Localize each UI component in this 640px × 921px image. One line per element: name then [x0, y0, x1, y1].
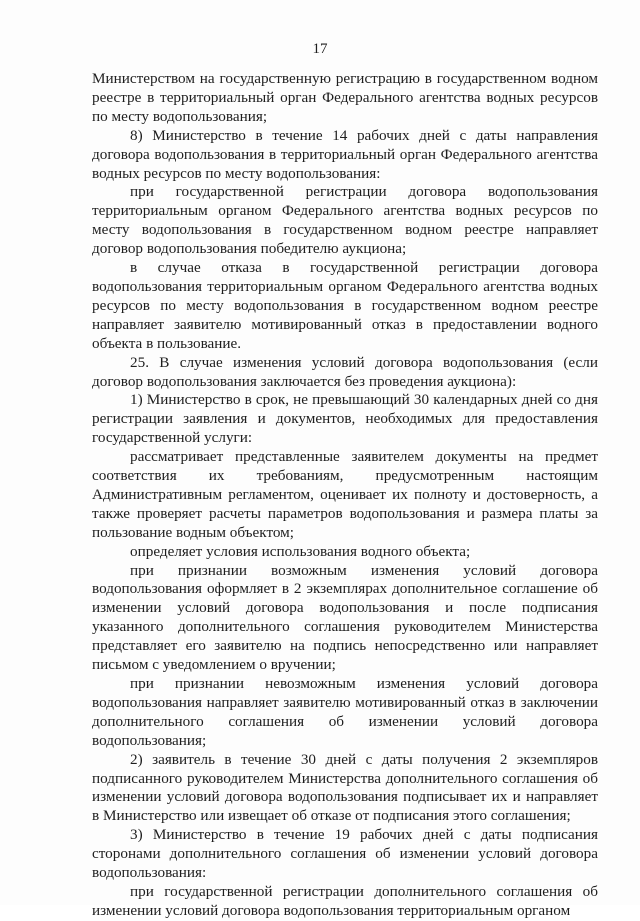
document-body: [92, 70, 598, 921]
paragraph: 25. В случае изменения условий договора водопользования (если договор водопользования заключается без проведения аукциона):: [92, 353, 598, 390]
paragraph: 8) Министерство в течение 14 рабочих дней с даты направления договора водопользования в территориальный орган Федерального агентства водных ресурсов по месту водопользования:: [92, 126, 598, 182]
paragraph: 2) заявитель в течение 30 дней с даты получения 2 экземпляров подписанного руководителем Министерства дополнительного соглашения об изменении условий договора водопользования подписывает их и направляет в Министерство или извещает об отказе от подписания этого соглашения;: [92, 750, 598, 825]
paragraph: при признании возможным изменения условий договора водопользования оформляет в 2 экземплярах дополнительное соглашение об изменении условий договора водопользования и после подписания указанного дополнительного соглашения руководителем Министерства представляет его заявителю на подпись непосредственно или направляет письмом с уведомлением о вручении;: [92, 561, 598, 674]
paragraph: 3) Министерство в течение 19 рабочих дней с даты подписания сторонами дополнительного соглашения об изменении условий договора водопользования:: [92, 826, 598, 882]
paragraph: при государственной регистрации дополнительного соглашения об изменении условий договора водопользования территориальным органом: [92, 882, 598, 919]
page-number: 17: [312, 41, 328, 57]
paragraph: при признании невозможным изменения условий договора водопользования направляет заявителю мотивированный отказ в заключении дополнительного соглашения об изменении условий договора водопользования;: [92, 675, 598, 749]
paragraph: 1) Министерство в срок, не превышающий 30 календарных дней со дня регистрации заявления и документов, необходимых для предоставления государственной услуги:: [92, 391, 598, 447]
paragraph: определяет условия использования водного объекта;: [130, 542, 471, 560]
paragraph: рассматривает представленные заявителем документы на предмет соответствия их требованиям, предусмотренным настоящим Административным регламентом, оценивает их полноту и достоверность, а также проверяет расчеты параметров водопользования и размера платы за пользование водным объектом;: [92, 448, 598, 541]
paragraph: при государственной регистрации договора водопользования территориальным органом Федерального агентства водных ресурсов по месту водопользования в государственном водном реестре направляет договор водопользования победителю аукциона;: [92, 183, 598, 258]
paragraph: в случае отказа в государственной регистрации договора водопользования территориальным органом Федерального агентства водных ресурсов по месту водопользования в государственном водном реестре направляет заявителю мотивированный отказ в предоставлении водного объекта в пользование.: [92, 259, 598, 352]
paragraph: Министерством на государственную регистрацию в государственном водном реестре в территориальный орган Федерального агентства водных ресурсов по месту водопользования;: [92, 70, 598, 125]
